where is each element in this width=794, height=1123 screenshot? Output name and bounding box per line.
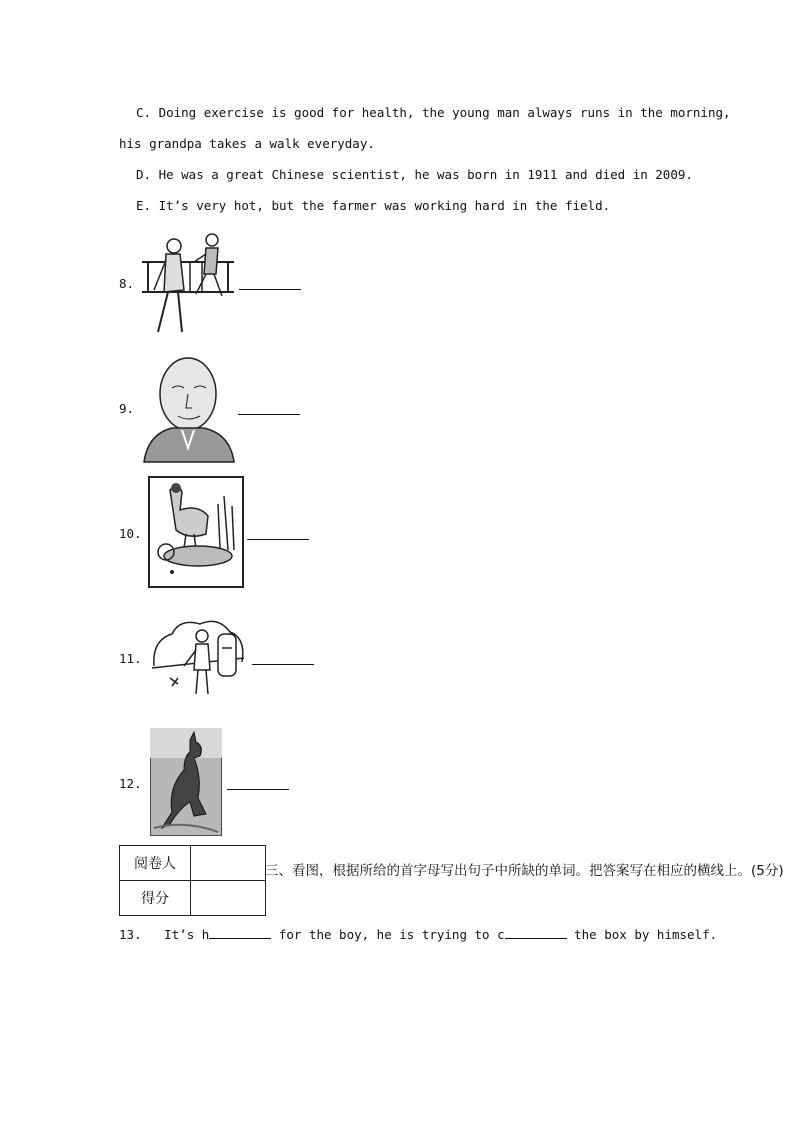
score-table: [119, 845, 266, 916]
reviewer-label: 阅卷人: [120, 846, 191, 881]
question-13-number: 13.: [119, 927, 142, 942]
question-13-part2: for the boy, he is trying to c: [271, 927, 505, 942]
answer-blank-9[interactable]: [238, 414, 300, 415]
answer-blank-13b[interactable]: [505, 926, 567, 939]
question-11-number: 11.: [119, 651, 142, 666]
question-13-part1: It’s h: [164, 927, 210, 942]
reviewer-field[interactable]: [191, 846, 266, 881]
option-c-line1: C. Doing exercise is good for health, the young man always runs in the morning,: [136, 105, 731, 120]
answer-blank-11[interactable]: [252, 664, 314, 665]
question-8-number: 8.: [119, 276, 135, 291]
question-10-number: 10.: [119, 526, 142, 541]
option-d: D. He was a great Chinese scientist, he was born in 1911 and died in 2009.: [136, 167, 693, 182]
question-13: [119, 926, 717, 942]
answer-blank-8[interactable]: [239, 289, 301, 290]
kangaroo-icon: [150, 728, 222, 836]
score-label: 得分: [120, 881, 191, 916]
question-12-number: 12.: [119, 776, 142, 791]
man-walking-and-young-man-running-icon: [140, 230, 236, 338]
old-scientist-portrait-icon: [142, 352, 236, 464]
bird-by-pond-icon: [148, 476, 244, 588]
answer-blank-13a[interactable]: [209, 926, 271, 939]
option-c-line2: his grandpa takes a walk everyday.: [119, 136, 375, 151]
question-13-part3: the box by himself.: [566, 927, 718, 942]
boy-littering-near-bin-icon: [148, 604, 248, 714]
option-e: E. It’s very hot, but the farmer was working hard in the field.: [136, 198, 611, 213]
answer-blank-10[interactable]: [247, 539, 309, 540]
answer-blank-12[interactable]: [227, 789, 289, 790]
score-field[interactable]: [191, 881, 266, 916]
question-9-number: 9.: [119, 401, 135, 416]
section-3-instruction: 三、看图，根据所给的首字母写出句子中所缺的单词。把答案写在相应的横线上。(5分): [265, 863, 784, 879]
